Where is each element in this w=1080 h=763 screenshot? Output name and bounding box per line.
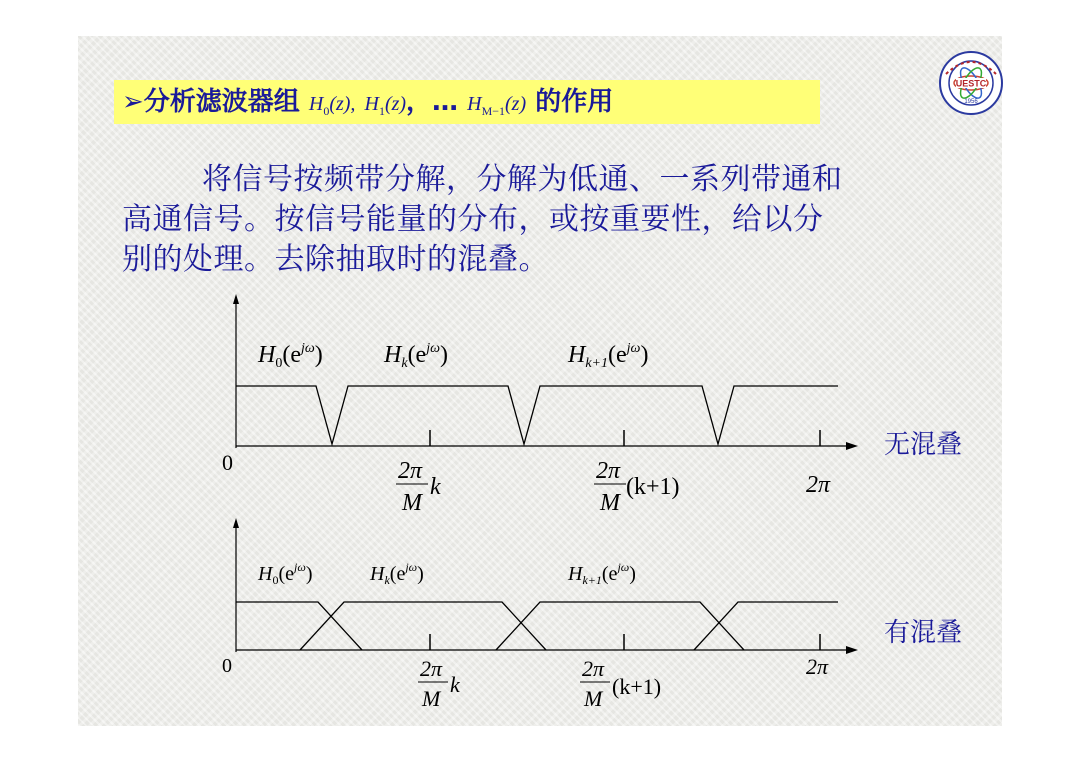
top-filter-label-h0: $H_0(e^{j\omega})$ (258, 341, 323, 371)
title-h1: $H_1(z)$ (364, 93, 407, 118)
top-tick2-suffix: (k+1) (626, 474, 680, 500)
top-response-curve (236, 386, 838, 444)
bottom-tick3-label: 2π (806, 654, 829, 679)
top-side-label: 无混叠 (884, 430, 963, 460)
title-h0: $H_0(z)$, (308, 93, 356, 118)
logo-text: UESTC (955, 78, 987, 89)
bottom-side-label: 有混叠 (884, 618, 963, 648)
bottom-x-axis-arrow (846, 646, 858, 654)
paragraph-line-3: 别的处理。去除抽取时的混叠。 (122, 242, 549, 277)
bottom-tick1-den: M (422, 686, 441, 711)
bottom-tick2-suffix: (k+1) (612, 674, 662, 699)
bottom-tick2-den: M (584, 686, 603, 711)
paragraph-line-1: 将信号按频带分解，分解为低通、一系列带通和 (202, 162, 843, 197)
bottom-origin-label: 0 (222, 655, 232, 677)
top-diagram (222, 294, 858, 516)
logo-year: 1956 (964, 99, 978, 105)
bottom-curve-next (694, 602, 838, 650)
top-filter-label-hk: $H_k(e^{j\omega})$ (384, 341, 448, 371)
top-tick2-den: M (600, 490, 620, 516)
top-tick3-label: 2π (806, 472, 831, 498)
bottom-curve-hk1 (496, 602, 744, 650)
bottom-filter-label-h0: $H_0(e^{j\omega})$ (258, 560, 313, 587)
paragraph-line-2: 高通信号。按信号能量的分布，或按重要性，给以分 (122, 202, 824, 237)
bottom-tick1-num: 2π (420, 656, 443, 681)
top-tick1-suffix: k (430, 474, 441, 500)
bottom-tick1-suffix: k (450, 672, 460, 697)
bottom-filter-label-hk1: $H_{k+1}(e^{j\omega})$ (568, 560, 636, 587)
top-origin-label: 0 (222, 450, 233, 475)
top-tick1-num: 2π (398, 458, 423, 484)
title-suffix: 的作用 (535, 87, 614, 117)
bottom-curve-h0 (236, 602, 362, 650)
bottom-curve-hk (300, 602, 546, 650)
title-hm: $H_{M-1}(z)$ (467, 93, 527, 118)
bottom-y-axis-arrow (233, 518, 239, 528)
top-filter-label-hk1: $H_{k+1}(e^{j\omega})$ (568, 341, 649, 371)
top-x-axis-arrow (846, 442, 858, 450)
bottom-tick2-num: 2π (582, 656, 605, 681)
title-sep: ，… (406, 87, 459, 117)
bottom-diagram (222, 518, 858, 711)
bottom-filter-label-hk: $H_k(e^{j\omega})$ (370, 560, 424, 587)
top-tick1-den: M (402, 490, 422, 516)
top-y-axis-arrow (233, 294, 239, 304)
top-tick2-num: 2π (596, 458, 621, 484)
title-prefix: ➢分析滤波器组 (122, 87, 300, 117)
